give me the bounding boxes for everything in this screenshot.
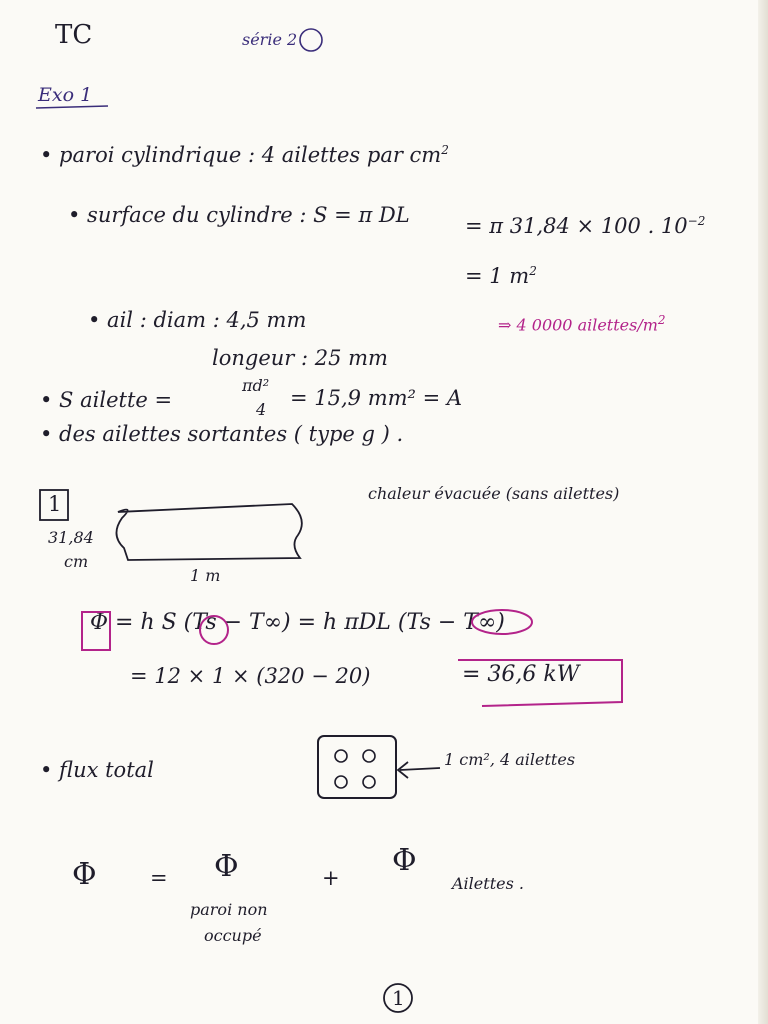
phi-equation: Φ = h S (Ts − T∞) = h πDL (Ts − T∞) (90, 610, 505, 635)
equals-sign: = (150, 866, 168, 890)
fin-grid-box (318, 736, 396, 798)
occupe-label: occupé (204, 926, 262, 945)
flux-total-label: • flux total (40, 758, 154, 782)
phi-ailettes: Φ (392, 843, 417, 878)
line-surface: • surface du cylindre : S = π DL (68, 203, 410, 227)
surface-eq2-exponent: 2 (529, 264, 537, 278)
surface-eq2-text: = 1 m (465, 264, 530, 288)
phi-calculation: = 12 × 1 × (320 − 20) (130, 664, 371, 688)
line-ail: • ail : diam : 4,5 mm (88, 308, 307, 332)
cylinder-length: 1 m (190, 566, 221, 585)
paroi-text: • paroi cylindrique : 4 ailettes par cm (40, 143, 442, 167)
surface-result-exponent: −2 (687, 214, 706, 228)
ailettes-note-exponent: 2 (657, 313, 666, 327)
line-types: • des ailettes sortantes ( type g ) . (40, 422, 404, 446)
s-ailette-rest: = 15,9 mm² = A (290, 386, 463, 410)
serie-label: série 2 (242, 30, 298, 49)
fin-1 (335, 750, 347, 762)
s-ailette-label: • S ailette = (40, 388, 173, 412)
exo-title: Exo 1 (38, 84, 93, 106)
ailettes-subscript: Ailettes . (452, 874, 524, 893)
page-edge (758, 0, 768, 1024)
surface-result-text: = π 31,84 × 100 . 10 (465, 214, 688, 238)
surface-result (465, 215, 705, 237)
cylinder-sketch (116, 504, 301, 560)
phi-result: = 36,6 kW (462, 662, 580, 687)
course-title: TC (55, 20, 93, 50)
ailettes-per-m2-note (498, 314, 666, 333)
ailettes-note-text: ⇒ 4 0000 ailettes/m (498, 315, 658, 335)
plus-sign: + (322, 866, 340, 890)
fin-3 (335, 776, 347, 788)
line-longueur: longeur : 25 mm (212, 346, 388, 370)
page-number: 1 (392, 986, 405, 1010)
paroi-non-label: paroi non (190, 900, 268, 919)
exo-underline (36, 106, 108, 108)
s-ailette-frac-den: 4 (256, 400, 267, 419)
phi-total: Φ (72, 857, 97, 892)
serie-circle (300, 29, 322, 51)
paroi-exponent: 2 (441, 143, 449, 157)
cylinder-dim-1: 31,84 (48, 528, 94, 547)
cylinder-dim-2: cm (64, 552, 89, 571)
fin-4 (363, 776, 375, 788)
grid-arrow (398, 762, 440, 778)
fin-2 (363, 750, 375, 762)
line-paroi (40, 144, 449, 166)
part1-number: 1 (48, 492, 62, 516)
grid-note: 1 cm², 4 ailettes (444, 750, 576, 769)
chaleur-label: chaleur évacuée (sans ailettes) (368, 484, 620, 503)
s-ailette-frac-num: πd² (242, 376, 270, 395)
phi-paroi: Φ (214, 849, 239, 884)
surface-eq2 (465, 265, 537, 287)
